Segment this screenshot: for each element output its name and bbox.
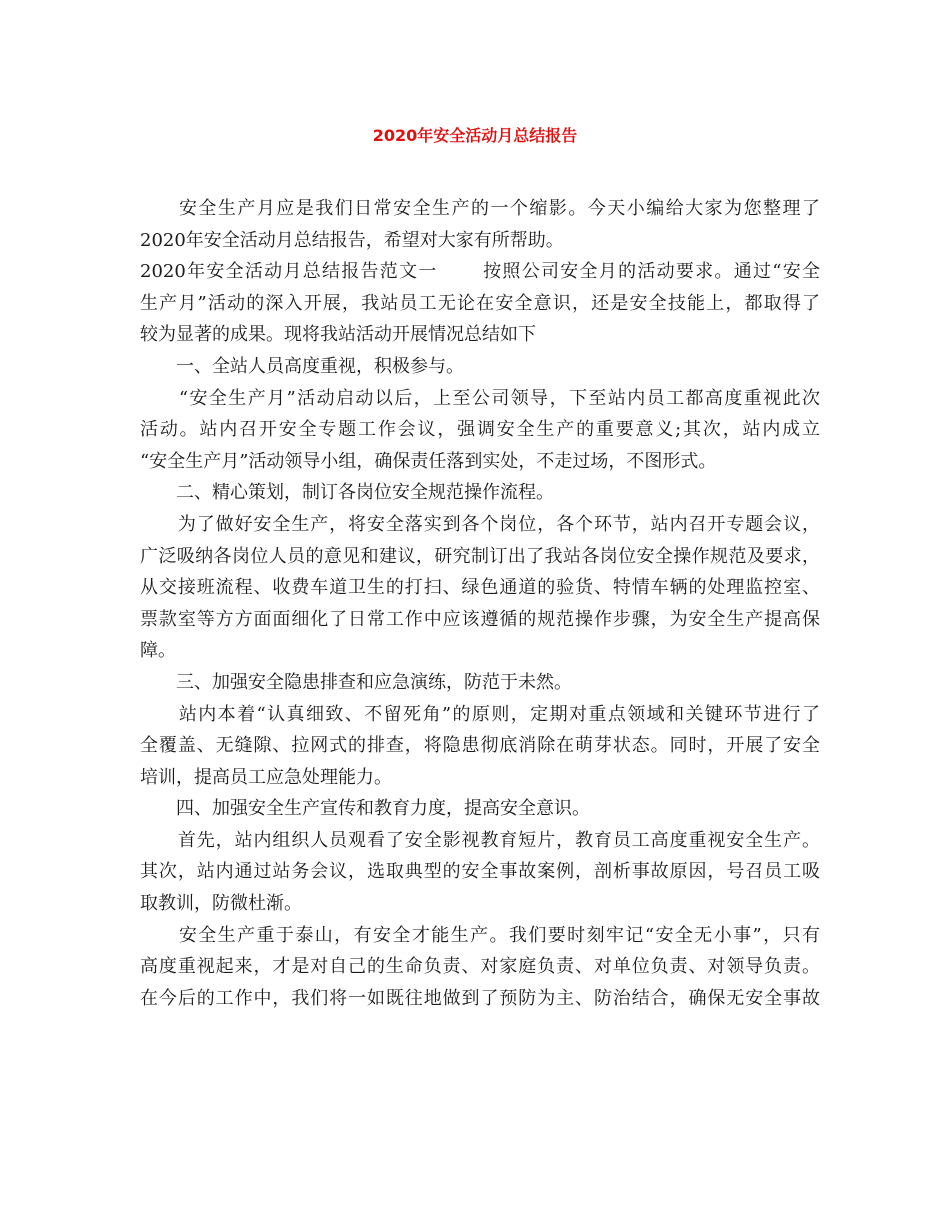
body-line: 票款室等方方面面细化了日常工作中应该遵循的规范操作步骤，为安全生产提高保 bbox=[140, 608, 820, 630]
body-line: 广泛吸纳各岗位人员的意见和建议，研究制订出了我站各岗位安全操作规范及要求， bbox=[140, 545, 820, 567]
body-line: 一、全站人员高度重视，积极参与。 bbox=[140, 355, 464, 377]
body-line: 二、精心策划，制订各岗位安全规范操作流程。 bbox=[140, 482, 554, 504]
body-line: 站内本着“认真细致、不留死角”的原则，定期对重点领域和关键环节进行了 bbox=[140, 703, 820, 725]
body-line: 取教训，防微杜渐。 bbox=[140, 893, 302, 915]
body-line: 2020年安全活动月总结报告，希望对大家有所帮助。 bbox=[140, 229, 564, 251]
body-line: “安全生产月”活动领导小组，确保责任落到实处，不走过场，不图形式。 bbox=[140, 450, 717, 472]
body-line: 障。 bbox=[140, 640, 176, 662]
body-line: 三、加强安全隐患排查和应急演练，防范于未然。 bbox=[140, 671, 572, 693]
body-line: 2020年安全活动月总结报告范文一 按照公司安全月的活动要求。通过“安全 bbox=[140, 261, 820, 283]
document-title: 2020年安全活动月总结报告 bbox=[372, 126, 578, 145]
body-line: 培训，提高员工应急处理能力。 bbox=[140, 766, 392, 788]
body-line: 其次，站内通过站务会议，选取典型的安全事故案例，剖析事故原因，号召员工吸 bbox=[140, 861, 820, 883]
body-line: 从交接班流程、收费车道卫生的打扫、绿色通道的验货、特情车辆的处理监控室、 bbox=[140, 577, 820, 599]
body-line: 为了做好安全生产，将安全落实到各个岗位，各个环节，站内召开专题会议， bbox=[140, 513, 820, 535]
body-line: 全覆盖、无缝隙、拉网式的排查，将隐患彻底消除在萌芽状态。同时，开展了安全 bbox=[140, 735, 820, 757]
body-line: 活动。站内召开安全专题工作会议，强调安全生产的重要意义;其次，站内成立 bbox=[140, 419, 820, 441]
body-line: 生产月”活动的深入开展，我站员工无论在安全意识，还是安全技能上，都取得了 bbox=[140, 292, 820, 314]
body-line: 首先，站内组织人员观看了安全影视教育短片，教育员工高度重视安全生产。 bbox=[140, 829, 820, 851]
body-line: 在今后的工作中，我们将一如既往地做到了预防为主、防治结合，确保无安全事故 bbox=[140, 987, 820, 1009]
body-line: 较为显著的成果。现将我站活动开展情况总结如下 bbox=[140, 324, 536, 346]
body-line: 安全生产月应是我们日常安全生产的一个缩影。今天小编给大家为您整理了 bbox=[140, 198, 820, 219]
body-line: 四、加强安全生产宣传和教育力度，提高安全意识。 bbox=[140, 798, 590, 820]
body-line: “安全生产月”活动启动以后，上至公司领导，下至站内员工都高度重视此次 bbox=[140, 387, 820, 409]
document-body bbox=[140, 193, 820, 1014]
body-line: 高度重视起来，才是对自己的生命负责、对家庭负责、对单位负责、对领导负责。 bbox=[140, 956, 820, 978]
body-line: 安全生产重于泰山，有安全才能生产。我们要时刻牢记“安全无小事”，只有 bbox=[140, 924, 820, 946]
